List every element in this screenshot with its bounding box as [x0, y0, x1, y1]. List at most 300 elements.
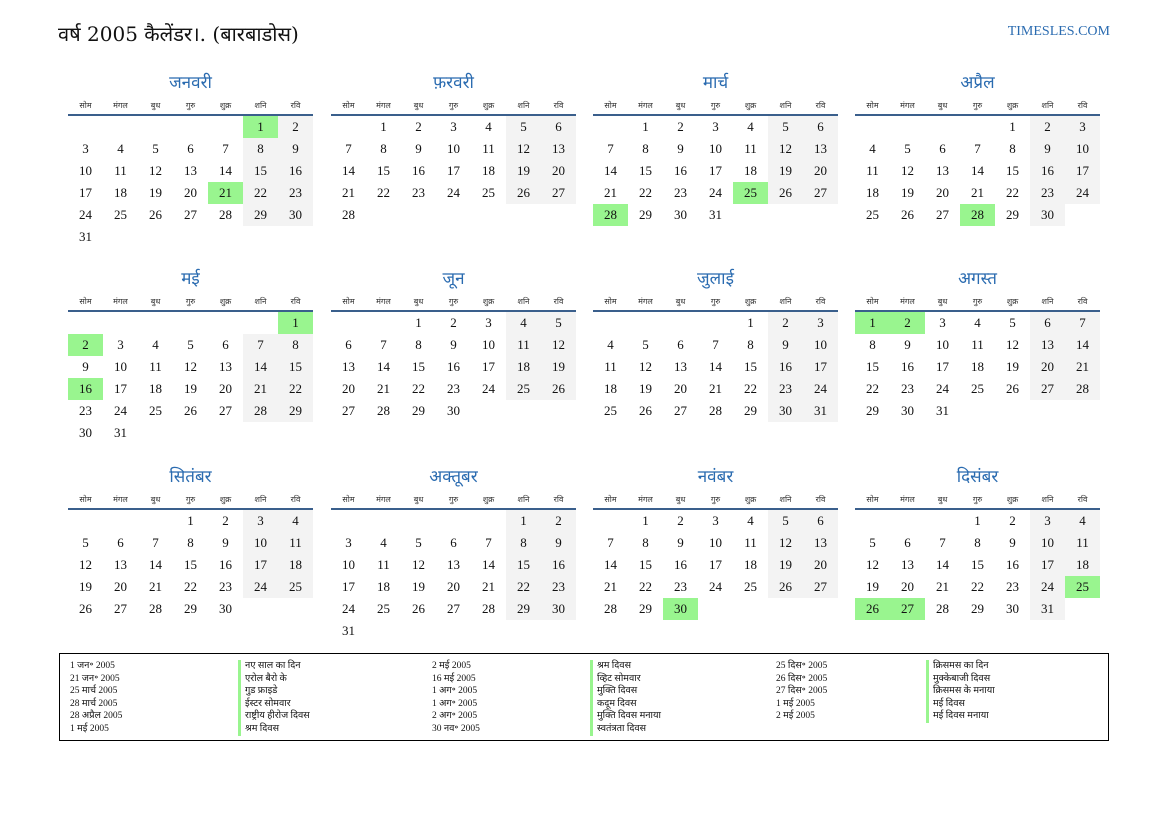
day-cell: 31 — [803, 400, 838, 422]
day-cell: 9 — [450, 337, 457, 352]
weekday-header — [331, 490, 576, 510]
day-cell: 26 — [768, 576, 803, 598]
day-cell: 10 — [1030, 532, 1065, 554]
day-cell: 14 — [482, 557, 495, 572]
day-cell: 19 — [79, 579, 92, 594]
day-cell: 8 — [243, 138, 278, 160]
day-cell: 4 — [380, 535, 387, 550]
day-cell: 20 — [1030, 356, 1065, 378]
day-cell: 20 — [803, 160, 838, 182]
day-cell: 22 — [866, 381, 879, 396]
month-name: जुलाई — [697, 269, 734, 289]
day-cell: 12 — [1006, 337, 1019, 352]
day-cell: 15 — [744, 359, 757, 374]
day-cell: 3 — [939, 315, 946, 330]
day-cell: 20 — [541, 160, 576, 182]
day-cell: 4 — [485, 119, 492, 134]
empty-day-cell — [138, 510, 173, 532]
month-calendar — [331, 70, 576, 226]
day-cell: 10 — [114, 359, 127, 374]
day-cell: 19 — [184, 381, 197, 396]
holiday-date-column — [432, 660, 480, 736]
day-cell: 3 — [712, 513, 719, 528]
month-name: सितंबर — [169, 467, 212, 487]
day-cell: 12 — [506, 138, 541, 160]
month-name: दिसंबर — [956, 467, 999, 487]
day-cell: 8 — [506, 532, 541, 554]
day-cell: 20 — [342, 381, 355, 396]
day-cell: 16 — [447, 359, 460, 374]
weekday-label: मंगल — [900, 100, 915, 110]
month-calendar — [593, 464, 838, 620]
empty-day-cell — [436, 510, 471, 532]
empty-day-cell — [506, 400, 541, 422]
holiday-list — [59, 653, 1109, 741]
holiday-day-cell: 1 — [278, 312, 313, 334]
weekday-label: बुध — [675, 494, 686, 504]
weekday-label: गुरु — [972, 494, 983, 504]
weekday-label: सोम — [79, 494, 92, 504]
empty-day-cell — [401, 510, 436, 532]
month-calendar — [331, 464, 576, 642]
day-cell: 7 — [152, 535, 159, 550]
weekday-label: सोम — [79, 100, 92, 110]
month-calendar — [855, 70, 1100, 226]
weekday-label: गुरु — [710, 100, 721, 110]
month-calendar — [68, 266, 313, 444]
weekday-label: सोम — [604, 296, 617, 306]
day-cell: 25 — [278, 576, 313, 598]
day-cell: 20 — [114, 579, 127, 594]
day-cell: 6 — [803, 116, 838, 138]
day-cell: 24 — [709, 185, 722, 200]
day-cell: 4 — [278, 510, 313, 532]
day-cell: 29 — [639, 207, 652, 222]
month-name: नवंबर — [697, 467, 734, 487]
holiday-date: 16 मई 2005 — [432, 673, 476, 684]
empty-day-cell — [138, 312, 173, 334]
day-cell: 22 — [243, 182, 278, 204]
day-cell: 27 — [803, 576, 838, 598]
day-cell: 3 — [712, 119, 719, 134]
empty-day-cell — [366, 204, 401, 226]
holiday-name: नए साल का दिन — [238, 660, 310, 673]
holiday-day-cell: 28 — [960, 204, 995, 226]
empty-day-cell — [366, 620, 401, 642]
holiday-name: मुक्ति दिवस मनाया — [590, 710, 661, 723]
day-cell: 18 — [506, 356, 541, 378]
empty-day-cell — [960, 400, 995, 422]
day-cell: 21 — [604, 185, 617, 200]
day-cell: 20 — [184, 185, 197, 200]
day-cell: 11 — [971, 337, 984, 352]
holiday-name: राष्ट्रीय हीरोज दिवस — [238, 710, 310, 723]
weekday-label: रवि — [815, 100, 826, 110]
weekday-label: गुरु — [185, 100, 196, 110]
day-cell: 28 — [342, 207, 355, 222]
weekday-label: बुध — [150, 494, 161, 504]
day-cell: 3 — [243, 510, 278, 532]
day-cell: 23 — [447, 381, 460, 396]
day-cell: 27 — [674, 403, 687, 418]
weekday-label: शुक्र — [482, 296, 495, 306]
empty-day-cell — [995, 400, 1030, 422]
day-cell: 18 — [114, 185, 127, 200]
day-grid — [855, 312, 1100, 422]
empty-day-cell — [593, 312, 628, 334]
empty-day-cell — [243, 226, 278, 248]
day-cell: 17 — [936, 359, 949, 374]
day-cell: 21 — [149, 579, 162, 594]
day-cell: 3 — [345, 535, 352, 550]
day-cell: 12 — [866, 557, 879, 572]
month-name: अक्तूबर — [429, 467, 478, 487]
day-grid — [593, 312, 838, 422]
day-cell: 15 — [243, 160, 278, 182]
day-cell: 6 — [450, 535, 457, 550]
empty-day-cell — [1065, 204, 1100, 226]
day-grid — [68, 116, 313, 248]
day-cell: 21 — [342, 185, 355, 200]
empty-day-cell — [243, 312, 278, 334]
day-cell: 19 — [866, 579, 879, 594]
empty-day-cell — [278, 422, 313, 444]
holiday-name: एरोल बैरो के — [238, 673, 310, 686]
day-cell: 13 — [219, 359, 232, 374]
weekday-label: बुध — [937, 100, 948, 110]
day-cell: 5 — [506, 116, 541, 138]
day-cell: 31 — [1030, 598, 1065, 620]
weekday-label: शनि — [254, 100, 267, 110]
day-cell: 19 — [506, 160, 541, 182]
weekday-label: रवि — [553, 100, 564, 110]
holiday-name: मई दिवस — [926, 698, 995, 711]
holiday-date: 28 मार्च 2005 — [70, 698, 118, 709]
day-cell: 22 — [184, 579, 197, 594]
day-grid — [331, 312, 576, 422]
day-cell: 20 — [901, 579, 914, 594]
empty-day-cell — [925, 510, 960, 532]
day-cell: 28 — [219, 207, 232, 222]
empty-day-cell — [173, 116, 208, 138]
day-cell: 22 — [639, 185, 652, 200]
holiday-name: मुक्केबाजी दिवस — [926, 673, 995, 686]
weekday-label: बुध — [937, 296, 948, 306]
day-cell: 1 — [642, 513, 649, 528]
day-cell: 7 — [712, 337, 719, 352]
weekday-label: शुक्र — [744, 100, 757, 110]
weekday-label: सोम — [342, 494, 355, 504]
day-cell: 5 — [415, 535, 422, 550]
day-cell: 9 — [541, 532, 576, 554]
weekday-header — [593, 292, 838, 312]
weekday-label: मंगल — [113, 100, 128, 110]
day-cell: 24 — [243, 576, 278, 598]
day-cell: 24 — [342, 601, 355, 616]
weekday-label: सोम — [866, 494, 879, 504]
weekday-label: रवि — [290, 100, 301, 110]
day-cell: 7 — [974, 141, 981, 156]
day-cell: 2 — [541, 510, 576, 532]
day-cell: 17 — [447, 163, 460, 178]
day-cell: 14 — [604, 163, 617, 178]
day-cell: 17 — [709, 557, 722, 572]
day-cell: 7 — [345, 141, 352, 156]
day-cell: 29 — [412, 403, 425, 418]
day-cell: 30 — [541, 598, 576, 620]
day-cell: 14 — [149, 557, 162, 572]
weekday-label: रवि — [553, 296, 564, 306]
day-grid — [593, 116, 838, 226]
day-cell: 24 — [936, 381, 949, 396]
day-cell: 18 — [1065, 554, 1100, 576]
holiday-date: 1 मई 2005 — [70, 723, 109, 734]
day-cell: 28 — [377, 403, 390, 418]
weekday-label: शनि — [779, 296, 792, 306]
weekday-header — [855, 96, 1100, 116]
day-cell: 7 — [380, 337, 387, 352]
day-cell: 17 — [114, 381, 127, 396]
day-cell: 24 — [114, 403, 127, 418]
empty-day-cell — [103, 116, 138, 138]
day-cell: 30 — [79, 425, 92, 440]
weekday-header — [855, 292, 1100, 312]
day-cell: 9 — [768, 334, 803, 356]
day-cell: 10 — [1065, 138, 1100, 160]
empty-day-cell — [663, 312, 698, 334]
weekday-header — [68, 292, 313, 312]
day-cell: 5 — [642, 337, 649, 352]
day-cell: 10 — [79, 163, 92, 178]
day-cell: 9 — [904, 337, 911, 352]
day-cell: 11 — [377, 557, 390, 572]
day-cell: 14 — [219, 163, 232, 178]
day-cell: 6 — [117, 535, 124, 550]
holiday-date: 21 जन॰ 2005 — [70, 673, 120, 684]
empty-day-cell — [733, 204, 768, 226]
empty-day-cell — [173, 422, 208, 444]
weekday-header — [331, 96, 576, 116]
day-cell: 12 — [768, 532, 803, 554]
day-cell: 4 — [1065, 510, 1100, 532]
day-cell: 11 — [149, 359, 162, 374]
day-cell: 15 — [506, 554, 541, 576]
day-cell: 11 — [506, 334, 541, 356]
day-cell: 13 — [1030, 334, 1065, 356]
day-cell: 8 — [642, 141, 649, 156]
weekday-label: रवि — [290, 494, 301, 504]
day-cell: 23 — [1030, 182, 1065, 204]
day-cell: 3 — [450, 119, 457, 134]
holiday-name-column — [926, 660, 995, 723]
day-cell: 20 — [803, 554, 838, 576]
weekday-label: गुरु — [972, 100, 983, 110]
day-cell: 1 — [1009, 119, 1016, 134]
day-cell: 10 — [803, 334, 838, 356]
day-cell: 3 — [1065, 116, 1100, 138]
empty-day-cell — [960, 116, 995, 138]
day-cell: 18 — [744, 557, 757, 572]
day-cell: 29 — [639, 601, 652, 616]
empty-day-cell — [506, 620, 541, 642]
day-cell: 16 — [1006, 557, 1019, 572]
holiday-day-cell: 21 — [208, 182, 243, 204]
day-cell: 10 — [936, 337, 949, 352]
weekday-label: शुक्र — [482, 100, 495, 110]
weekday-label: रवि — [290, 296, 301, 306]
day-cell: 18 — [604, 381, 617, 396]
day-cell: 4 — [747, 513, 754, 528]
empty-day-cell — [401, 204, 436, 226]
day-cell: 1 — [642, 119, 649, 134]
weekday-label: बुध — [675, 296, 686, 306]
weekday-label: रवि — [1077, 494, 1088, 504]
day-cell: 22 — [1006, 185, 1019, 200]
day-cell: 4 — [747, 119, 754, 134]
month-calendar — [331, 266, 576, 422]
month-calendar — [68, 70, 313, 248]
day-cell: 22 — [506, 576, 541, 598]
empty-day-cell — [138, 116, 173, 138]
empty-day-cell — [698, 598, 733, 620]
empty-day-cell — [208, 116, 243, 138]
day-cell: 8 — [415, 337, 422, 352]
day-cell: 18 — [482, 163, 495, 178]
day-cell: 9 — [82, 359, 89, 374]
day-cell: 2 — [1030, 116, 1065, 138]
day-cell: 21 — [936, 579, 949, 594]
day-cell: 18 — [971, 359, 984, 374]
day-cell: 5 — [82, 535, 89, 550]
empty-day-cell — [173, 226, 208, 248]
weekday-label: गुरु — [185, 494, 196, 504]
day-cell: 25 — [482, 185, 495, 200]
empty-day-cell — [138, 226, 173, 248]
weekday-label: मंगल — [113, 296, 128, 306]
day-cell: 26 — [184, 403, 197, 418]
weekday-label: मंगल — [376, 100, 391, 110]
empty-day-cell — [890, 116, 925, 138]
day-cell: 8 — [747, 337, 754, 352]
month-calendar — [593, 70, 838, 226]
day-cell: 23 — [219, 579, 232, 594]
day-cell: 18 — [744, 163, 757, 178]
empty-day-cell — [506, 204, 541, 226]
weekday-header — [593, 96, 838, 116]
day-cell: 14 — [971, 163, 984, 178]
day-cell: 23 — [901, 381, 914, 396]
day-cell: 4 — [869, 141, 876, 156]
day-cell: 31 — [79, 229, 92, 244]
day-cell: 25 — [744, 579, 757, 594]
holiday-day-cell: 27 — [890, 598, 925, 620]
empty-day-cell — [278, 598, 313, 620]
day-cell: 2 — [222, 513, 229, 528]
month-calendar — [855, 266, 1100, 422]
day-cell: 27 — [1030, 378, 1065, 400]
empty-day-cell — [366, 510, 401, 532]
day-cell: 6 — [939, 141, 946, 156]
day-cell: 22 — [971, 579, 984, 594]
month-calendar — [593, 266, 838, 422]
day-cell: 2 — [677, 513, 684, 528]
day-cell: 5 — [187, 337, 194, 352]
month-name: अगस्त — [958, 269, 997, 289]
day-cell: 18 — [149, 381, 162, 396]
day-cell: 5 — [904, 141, 911, 156]
weekday-label: मंगल — [900, 494, 915, 504]
day-cell: 19 — [541, 356, 576, 378]
weekday-label: मंगल — [638, 296, 653, 306]
day-cell: 13 — [184, 163, 197, 178]
day-cell: 5 — [768, 510, 803, 532]
weekday-label: सोम — [866, 100, 879, 110]
day-cell: 14 — [1065, 334, 1100, 356]
day-cell: 7 — [485, 535, 492, 550]
day-cell: 23 — [79, 403, 92, 418]
day-cell: 5 — [869, 535, 876, 550]
weekday-label: शुक्र — [219, 494, 232, 504]
day-cell: 26 — [412, 601, 425, 616]
day-cell: 19 — [412, 579, 425, 594]
day-cell: 13 — [447, 557, 460, 572]
weekday-label: बुध — [413, 100, 424, 110]
day-cell: 19 — [901, 185, 914, 200]
day-cell: 29 — [971, 601, 984, 616]
day-cell: 6 — [222, 337, 229, 352]
weekday-label: शनि — [779, 100, 792, 110]
weekday-label: शुक्र — [219, 100, 232, 110]
weekday-label: शनि — [517, 494, 530, 504]
day-cell: 13 — [541, 138, 576, 160]
day-cell: 6 — [677, 337, 684, 352]
day-cell: 26 — [506, 182, 541, 204]
brand-link[interactable]: TIMESLES.COM — [1007, 24, 1110, 39]
day-cell: 11 — [744, 535, 757, 550]
day-grid — [331, 116, 576, 226]
weekday-label: रवि — [815, 494, 826, 504]
day-cell: 11 — [1065, 532, 1100, 554]
day-cell: 28 — [936, 601, 949, 616]
holiday-name: गुड फ्राइडे — [238, 685, 310, 698]
empty-day-cell — [366, 312, 401, 334]
holiday-date: 30 नव॰ 2005 — [432, 723, 480, 734]
empty-day-cell — [436, 620, 471, 642]
holiday-date-column — [70, 660, 122, 736]
empty-day-cell — [593, 116, 628, 138]
day-cell: 4 — [117, 141, 124, 156]
day-cell: 18 — [866, 185, 879, 200]
empty-day-cell — [541, 620, 576, 642]
empty-day-cell — [768, 598, 803, 620]
day-cell: 10 — [482, 337, 495, 352]
day-cell: 21 — [709, 381, 722, 396]
day-cell: 23 — [412, 185, 425, 200]
day-cell: 25 — [377, 601, 390, 616]
day-grid — [855, 116, 1100, 226]
day-cell: 14 — [377, 359, 390, 374]
weekday-label: शनि — [779, 494, 792, 504]
holiday-name: श्रम दिवस — [590, 660, 661, 673]
day-cell: 27 — [541, 182, 576, 204]
weekday-label: बुध — [937, 494, 948, 504]
day-cell: 8 — [974, 535, 981, 550]
day-cell: 16 — [901, 359, 914, 374]
month-calendar — [68, 464, 313, 620]
holiday-day-cell: 28 — [593, 204, 628, 226]
weekday-label: रवि — [1077, 100, 1088, 110]
weekday-label: गुरु — [710, 296, 721, 306]
